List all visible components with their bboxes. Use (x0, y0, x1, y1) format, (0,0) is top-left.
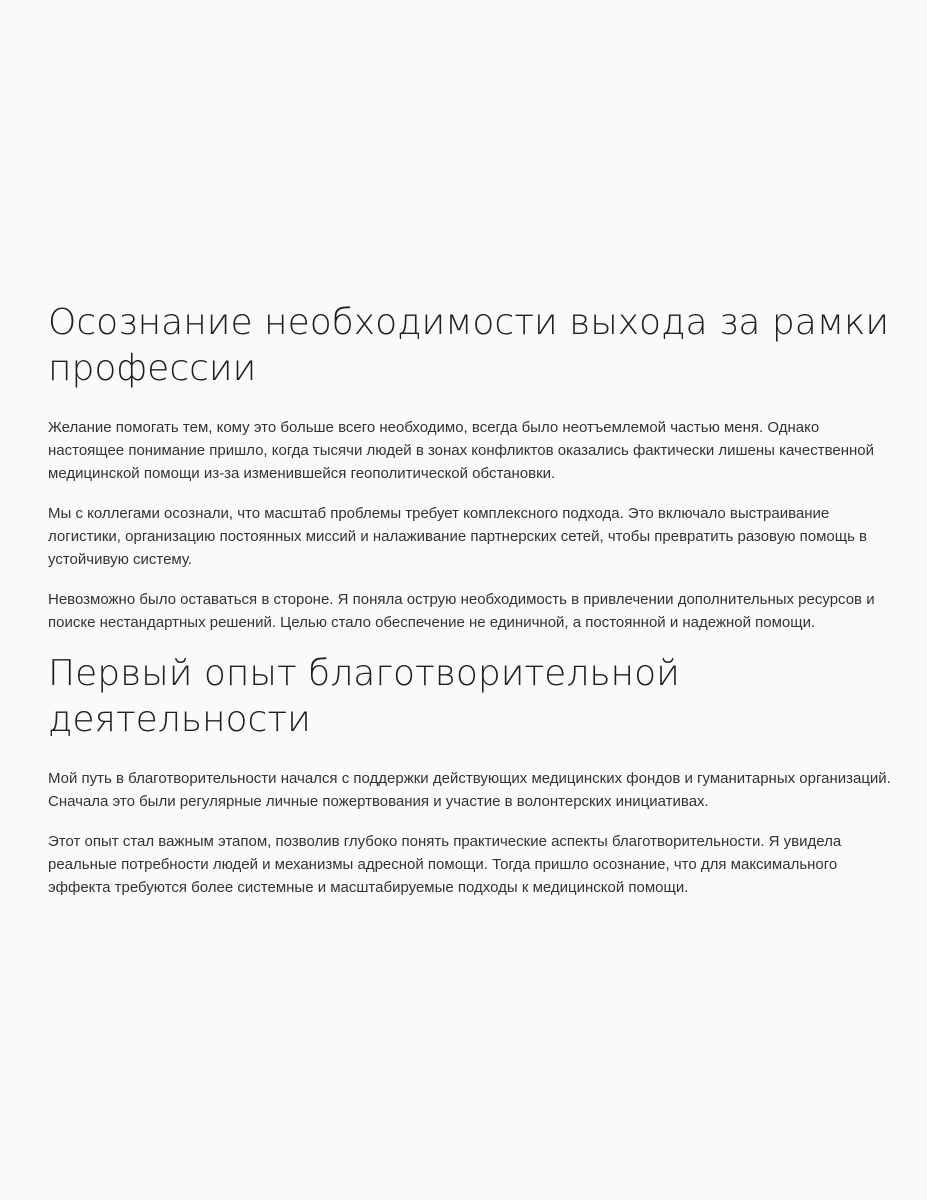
section-profession (48, 297, 893, 634)
section-heading: Первый опыт благотворительной деятельности (48, 653, 680, 740)
paragraph: Желание помогать тем, кому это больше всего необходимо, всегда было неотъемлемой частью меня. Однако настоящее понимание пришло, когда тысячи людей в зонах конфликтов оказались фактически лишены качественной медицинской помощи из-за изменившейся геополитической обстановки. (48, 419, 874, 482)
paragraph: Этот опыт стал важным этапом, позволив глубоко понять практические аспекты благотворительности. Я увидела реальные потребности людей и механизмы адресной помощи. Тогда пришло осознание, что для максимального эффекта требуются более системные и масштабируемые подходы к медицинской помощи. (48, 833, 842, 896)
paragraph: Мы с коллегами осознали, что масштаб проблемы требует комплексного подхода. Это включало выстраивание логистики, организацию постоянных миссий и налаживание партнерских сетей, чтобы превратить разовую помощь в устойчивую систему. (48, 505, 868, 568)
section-heading: Осознание необходимости выхода за рамки профессии (48, 302, 890, 389)
paragraph: Мой путь в благотворительности начался с поддержки действующих медицинских фондов и гуманитарных организаций. Сначала это были регулярные личные пожертвования и участие в волонтерских инициативах. (48, 770, 891, 810)
article-content (48, 297, 893, 916)
section-first-experience (48, 651, 893, 899)
paragraph: Невозможно было оставаться в стороне. Я поняла острую необходимость в привлечении дополнительных ресурсов и поиске нестандартных решений. Целью стало обеспечение не единичной, а постоянной и надежной помощи. (48, 591, 875, 631)
